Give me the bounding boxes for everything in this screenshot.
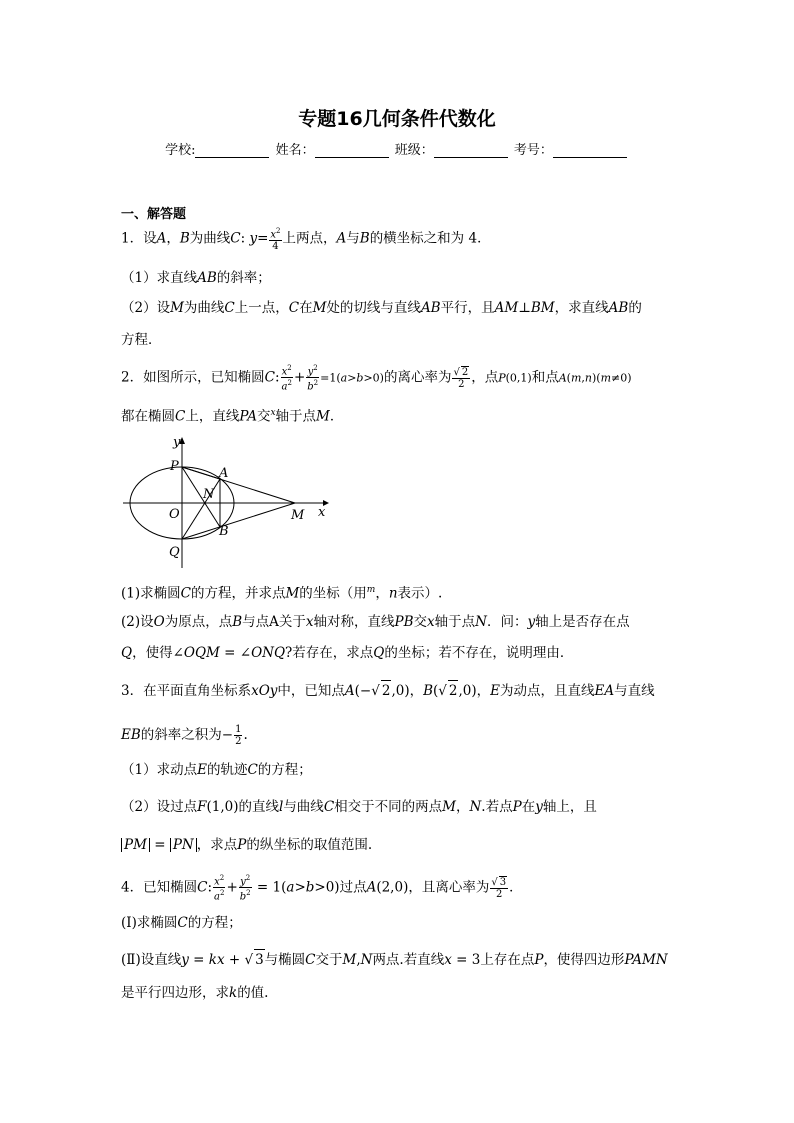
number-blank[interactable] xyxy=(553,145,627,158)
label-x: x xyxy=(318,505,326,520)
ellipse-figure xyxy=(115,432,335,572)
problem-4-part-1: (Ⅰ)求椭圆C的方程； xyxy=(121,915,242,931)
label-P: P xyxy=(170,459,179,474)
line-PA xyxy=(182,467,220,479)
problem-4-stem: 4．已知椭圆C: $\frac{x^2}{a^2}$ + $\frac{y^2}{b^2}$ = 1(a>b>0)过点A(2,0)，且离心率为 $\frac{√ 3}{2}$ ． xyxy=(121,874,523,903)
school-label: 学校: xyxy=(165,143,196,158)
problem-1-part-1: （1）求直线AB的斜率； xyxy=(121,270,271,286)
section-heading: 一、解答题 xyxy=(121,207,187,222)
class-blank[interactable] xyxy=(434,145,508,158)
problem-1-part-2-cont: 方程． xyxy=(121,332,162,348)
number-label: 考号： xyxy=(513,143,553,158)
school-blank[interactable] xyxy=(195,145,269,158)
line-QM xyxy=(182,503,295,539)
problem-3-part-2-cont: PM = PN ，求点P的纵坐标的取值范围. xyxy=(121,835,372,855)
problem-2-part-2-cont: Q，使得∠OQM = ∠ONQ?若存在，求点Q的坐标；若不存在，说明理由． xyxy=(121,645,574,661)
label-N: N xyxy=(203,487,215,502)
problem-3-part-2: （2）设过点F(1,0)的直线l与曲线C相交于不同的两点M，N.若点P在y轴上，且 xyxy=(121,799,597,815)
problem-4-part-2: (Ⅱ)设直线y = kx + √ 3与椭圆C交于M,N两点.若直线x = 3上存在点P，使得四边形PAMN xyxy=(121,949,668,970)
label-A: A xyxy=(219,466,229,481)
label-O: O xyxy=(169,507,180,522)
problem-1-part-2: （2）设M为曲线C上一点，C在M处的切线与直线AB平行，且AM⊥BM，求直线AB的 xyxy=(121,300,642,316)
problem-3-part-1: （1）求动点E的轨迹C的方程； xyxy=(121,762,312,778)
label-M: M xyxy=(291,508,305,523)
label-B: B xyxy=(219,524,229,539)
student-info-line xyxy=(0,139,794,158)
problem-1-stem: 1．设A，B为曲线C: y= $\frac{x^2}{4}$ 上两点，A与B的横坐标之和为 4． xyxy=(121,227,491,253)
problem-3-stem: 3．在平面直角坐标系xOy中，已知点A(−√ 2,0)，B(√ 2,0)，E为动点，且直线EA与直线 xyxy=(121,680,655,701)
problem-2-stem: 2．如图所示，已知椭圆C: $\frac{x^2}{a^2}$ + $\frac{y^2}{b^2}$ =1(a>b>0)的离心率为 $\frac{√ 2}{2}$ ，点P(0,1)和点A(m,n)(m≠0) xyxy=(121,364,632,393)
class-label: 班级： xyxy=(394,143,434,158)
problem-3-stem-cont: EB的斜率之积为− $\frac{1}{2}$ . xyxy=(121,724,248,747)
name-blank[interactable] xyxy=(315,145,389,158)
problem-2-stem-cont: 都在椭圆C上，直线PA交$^x$轴于点M． xyxy=(121,408,344,425)
label-Q: Q xyxy=(169,545,180,560)
label-y: y xyxy=(173,435,181,450)
problem-2-part-2: (2)设O为原点，点B与点A关于x轴对称，直线PB交x轴于点N．问：y轴上是否存在点 xyxy=(121,614,630,630)
page-title: 专题16几何条件代数化 xyxy=(298,108,496,130)
problem-2-part-1: (1)求椭圆C的方程，并求点M的坐标（用$^m$，n表示）. xyxy=(121,585,443,602)
problem-4-part-2-cont: 是平行四边形，求k的值. xyxy=(121,985,269,1001)
name-label: 姓名： xyxy=(275,143,315,158)
